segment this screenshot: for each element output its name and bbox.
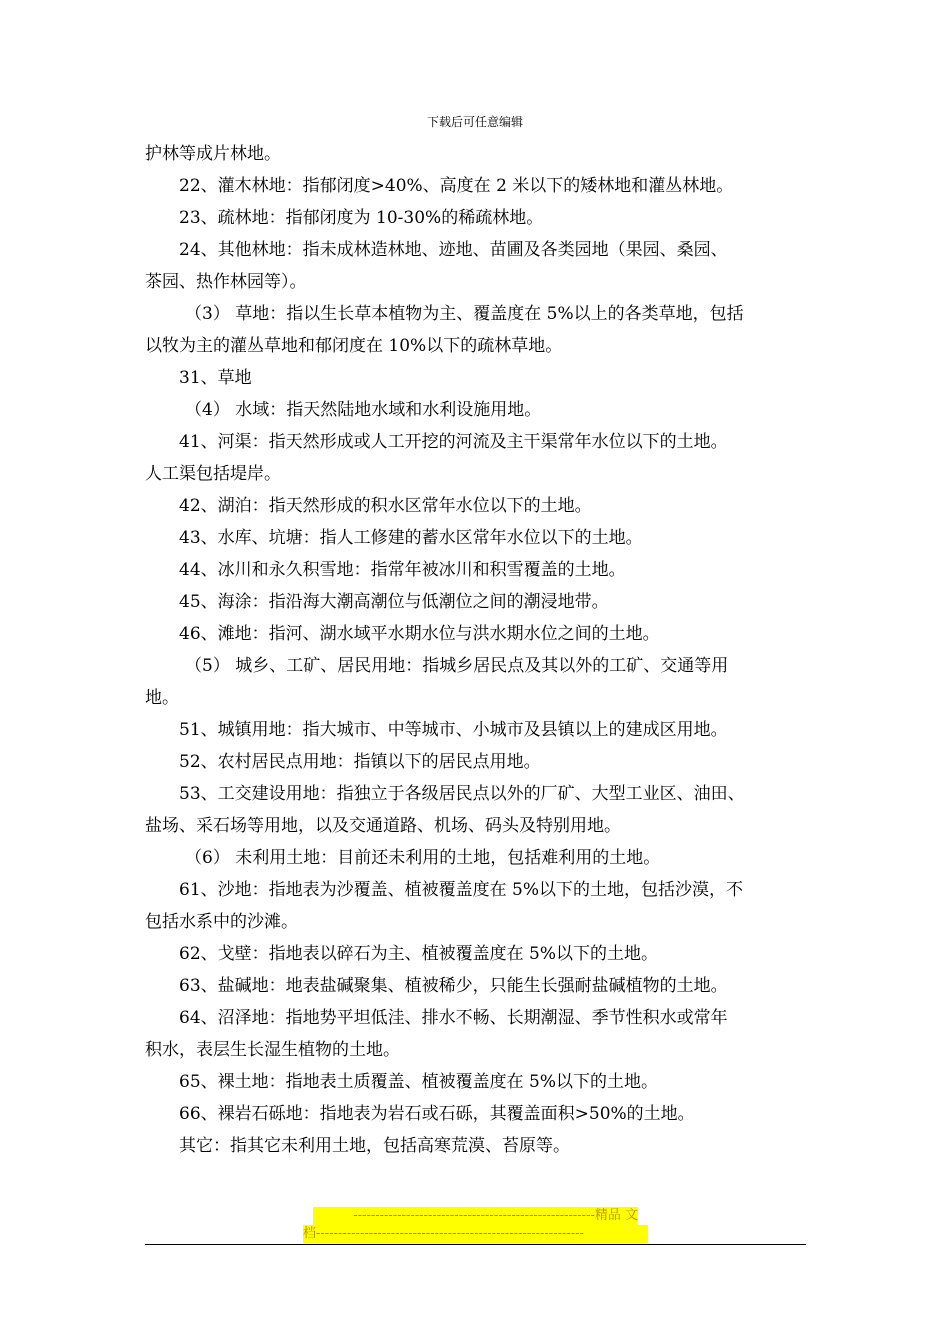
- paragraph-line: 23、疏林地：指郁闭度为 10-30%的稀疏林地。: [179, 208, 544, 228]
- paragraph-line: 66、裸岩石砾地：指地表为岩石或石砾，其覆盖面积>50%的土地。: [179, 1104, 695, 1124]
- paragraph-line: 43、水库、坑塘：指人工修建的蓄水区常年水位以下的土地。: [179, 528, 643, 548]
- paragraph-line: 51、城镇用地：指大城市、中等城市、小城市及县镇以上的建成区用地。: [179, 720, 728, 740]
- paragraph-line: 积水，表层生长湿生植物的土地。: [145, 1040, 400, 1060]
- paragraph-line: 31、草地: [179, 368, 252, 388]
- paragraph-line: 63、盐碱地：地表盐碱聚集、植被稀少，只能生长强耐盐碱植物的土地。: [179, 976, 728, 996]
- paragraph-line: 42、湖泊：指天然形成的积水区常年水位以下的土地。: [179, 496, 592, 516]
- paragraph-line: 65、裸土地：指地表土质覆盖、植被覆盖度在 5%以下的土地。: [179, 1072, 659, 1092]
- footer-watermark-line-2: 档-------------------------------------------------------------: [303, 1225, 648, 1243]
- paragraph-line: 茶园、热作林园等）。: [145, 272, 307, 292]
- paragraph-line: （3） 草地：指以生长草本植物为主、覆盖度在 5%以上的各类草地，包括: [185, 304, 744, 324]
- paragraph-line: 22、灌木林地：指郁闭度>40%、高度在 2 米以下的矮林地和灌丛林地。: [179, 176, 734, 196]
- paragraph-line: 24、其他林地：指未成林造林地、迹地、苗圃及各类园地（果园、桑园、: [179, 240, 728, 260]
- paragraph-line: 44、冰川和永久积雪地：指常年被冰川和积雪覆盖的土地。: [179, 560, 626, 580]
- paragraph-line: 人工渠包括堤岸。: [145, 464, 281, 484]
- paragraph-line: 以牧为主的灌丛草地和郁闭度在 10%以下的疏林草地。: [145, 336, 563, 356]
- paragraph-line: 61、沙地：指地表为沙覆盖、植被覆盖度在 5%以下的土地，包括沙漠，不: [179, 880, 744, 900]
- paragraph-line: （6） 未利用土地：目前还未利用的土地，包括难利用的土地。: [185, 848, 661, 868]
- paragraph-line: 45、海涂：指沿海大潮高潮位与低潮位之间的潮浸地带。: [179, 592, 609, 612]
- document-body: [145, 138, 810, 1162]
- paragraph-line: 64、沼泽地：指地势平坦低洼、排水不畅、长期潮湿、季节性积水或常年: [179, 1008, 728, 1028]
- paragraph-line: 52、农村居民点用地：指镇以下的居民点用地。: [179, 752, 541, 772]
- footer-watermark-line-1: -------------------------------------------------------精品 文: [313, 1207, 638, 1225]
- paragraph-line: 62、戈壁：指地表以碎石为主、植被覆盖度在 5%以下的土地。: [179, 944, 659, 964]
- paragraph-line: 其它：指其它未利用土地，包括高寒荒漠、苔原等。: [179, 1136, 570, 1156]
- paragraph-line: （4） 水域：指天然陆地水域和水利设施用地。: [185, 400, 542, 420]
- paragraph-line: 41、河渠：指天然形成或人工开挖的河流及主干渠常年水位以下的土地。: [179, 432, 728, 452]
- paragraph-line: 53、工交建设用地：指独立于各级居民点以外的厂矿、大型工业区、油田、: [179, 784, 745, 804]
- paragraph-line: 护林等成片林地。: [145, 144, 281, 164]
- footer-divider: [145, 1244, 806, 1245]
- paragraph-line: 包括水系中的沙滩。: [145, 912, 298, 932]
- paragraph-line: （5） 城乡、工矿、居民用地：指城乡居民点及其以外的工矿、交通等用: [185, 656, 729, 676]
- page-header: 下载后可任意编辑: [426, 115, 523, 129]
- paragraph-line: 46、滩地：指河、湖水域平水期水位与洪水期水位之间的土地。: [179, 624, 660, 644]
- paragraph-line: 盐场、采石场等用地，以及交通道路、机场、码头及特别用地。: [145, 816, 621, 836]
- paragraph-line: 地。: [145, 688, 179, 708]
